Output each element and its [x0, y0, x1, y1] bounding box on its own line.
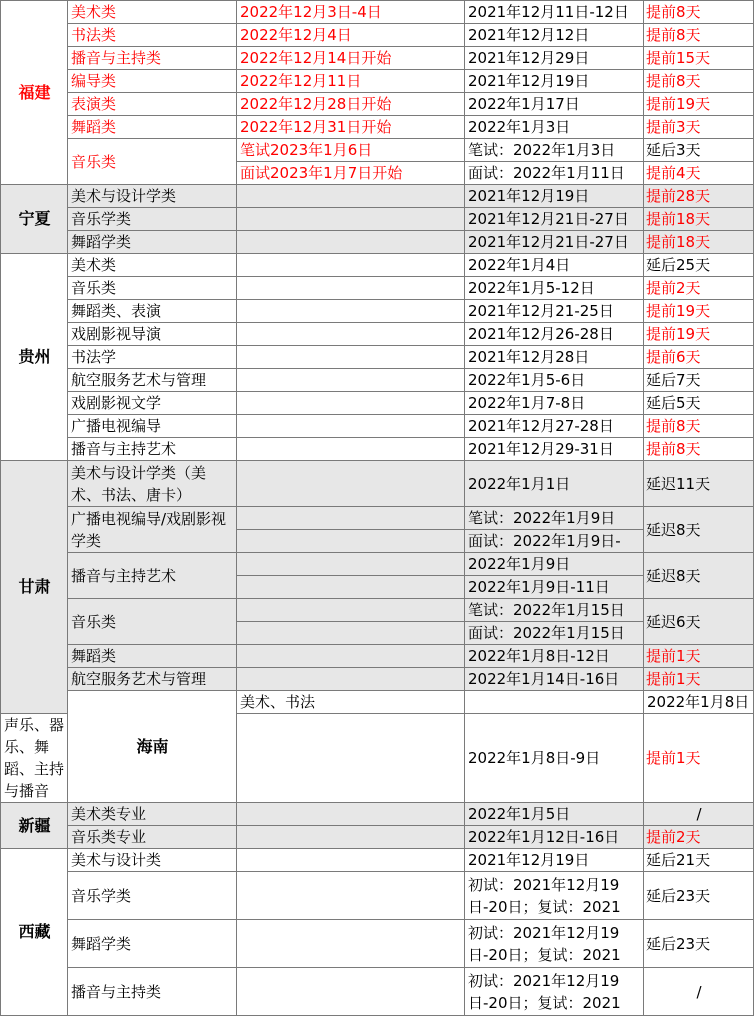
- date-2022-cell: 2021年12月29-31日: [465, 438, 644, 461]
- table-row: [1, 668, 754, 691]
- compare-cell: 提前1天: [644, 714, 754, 803]
- table-row: [1, 553, 754, 576]
- compare-cell: 延后5天: [644, 392, 754, 415]
- table-row: [1, 300, 754, 323]
- date-2023-cell: [237, 369, 465, 392]
- date-2022-cell: 笔试：2022年1月15日: [465, 599, 644, 622]
- date-2023-cell: [237, 668, 465, 691]
- compare-cell: 提前8天: [644, 415, 754, 438]
- table-row: [1, 849, 754, 872]
- date-2022-cell: 2022年1月9日-11日: [465, 576, 644, 599]
- compare-cell: 延后21天: [644, 849, 754, 872]
- date-2022-cell: 2022年1月1日: [465, 461, 644, 507]
- date-2023-cell: [237, 968, 465, 1016]
- date-2023-cell: [237, 415, 465, 438]
- date-2022-cell: 2021年12月19日: [465, 70, 644, 93]
- date-2023-cell: [237, 185, 465, 208]
- category-cell: 美术与设计类: [68, 849, 237, 872]
- date-2022-cell: 初试：2021年12月19日-20日；复试：2021: [465, 872, 644, 920]
- table-row: [1, 254, 754, 277]
- category-cell: 音乐学类: [68, 208, 237, 231]
- category-cell: 戏剧影视导演: [68, 323, 237, 346]
- table-row: [1, 323, 754, 346]
- date-2023-cell: [237, 507, 465, 530]
- date-2022-cell: 2022年1月8日-12日: [465, 645, 644, 668]
- table-row: [1, 185, 754, 208]
- table-row: [1, 1, 754, 24]
- table-row: [1, 231, 754, 254]
- date-2023-cell: [237, 208, 465, 231]
- compare-cell: 提前8天: [644, 1, 754, 24]
- date-2022-cell: 2021年12月27-28日: [465, 415, 644, 438]
- date-2022-cell: 2021年12月21日-27日: [465, 231, 644, 254]
- table-row: [1, 392, 754, 415]
- category-cell: 播音与主持类: [68, 968, 237, 1016]
- category-cell: 美术类: [68, 254, 237, 277]
- date-2023-cell: [237, 849, 465, 872]
- compare-cell: 提前8天: [644, 24, 754, 47]
- date-2023-cell: [237, 872, 465, 920]
- category-cell: 播音与主持艺术: [68, 438, 237, 461]
- table-row: [1, 507, 754, 530]
- category-cell: 广播电视编导: [68, 415, 237, 438]
- date-2023-cell: [237, 553, 465, 576]
- category-cell: 广播电视编导/戏剧影视学类: [68, 507, 237, 553]
- date-2022-cell: 2022年1月8日: [644, 691, 754, 714]
- date-2023-cell: [465, 691, 644, 714]
- province-cell: 宁夏: [1, 185, 68, 254]
- table-row: [1, 920, 754, 968]
- date-2022-cell: 2021年12月11日-12日: [465, 1, 644, 24]
- date-2022-cell: 2022年1月12日-16日: [465, 826, 644, 849]
- compare-cell: 延迟6天: [644, 599, 754, 645]
- table-row: [1, 415, 754, 438]
- category-cell: 书法学: [68, 346, 237, 369]
- date-2023-cell: [237, 277, 465, 300]
- compare-cell: 提前1天: [644, 645, 754, 668]
- date-2023-cell: [237, 254, 465, 277]
- compare-cell: 提前19天: [644, 323, 754, 346]
- date-2023-cell: [237, 622, 465, 645]
- category-cell: 美术类: [68, 1, 237, 24]
- date-2022-cell: 2022年1月7-8日: [465, 392, 644, 415]
- category-cell: 播音与主持艺术: [68, 553, 237, 599]
- table-row: [1, 599, 754, 622]
- date-2022-cell: 面试：2022年1月9日-: [465, 530, 644, 553]
- date-2022-cell: 2022年1月9日: [465, 553, 644, 576]
- category-cell: 舞蹈学类: [68, 920, 237, 968]
- province-cell: 贵州: [1, 254, 68, 461]
- date-2022-cell: 2022年1月3日: [465, 116, 644, 139]
- category-cell: 航空服务艺术与管理: [68, 668, 237, 691]
- province-cell: 福建: [1, 1, 68, 185]
- table-row: [1, 24, 754, 47]
- date-2022-cell: 2021年12月26-28日: [465, 323, 644, 346]
- date-2022-cell: 2022年1月17日: [465, 93, 644, 116]
- date-2022-cell: 2022年1月5-12日: [465, 277, 644, 300]
- date-2023-cell: 2022年12月4日: [237, 24, 465, 47]
- compare-cell: 提前4天: [644, 162, 754, 185]
- date-2023-cell: [237, 461, 465, 507]
- province-cell: 甘肃: [1, 461, 68, 714]
- date-2023-cell: 2022年12月11日: [237, 70, 465, 93]
- province-cell: 新疆: [1, 803, 68, 849]
- category-cell: 书法类: [68, 24, 237, 47]
- date-2023-cell: [237, 346, 465, 369]
- category-cell: 美术与设计学类: [68, 185, 237, 208]
- category-cell: 美术与设计学类（美术、书法、唐卡）: [68, 461, 237, 507]
- date-2022-cell: 面试：2022年1月15日: [465, 622, 644, 645]
- date-2023-cell: [237, 438, 465, 461]
- date-2022-cell: 笔试：2022年1月9日: [465, 507, 644, 530]
- date-2023-cell: 面试2023年1月7日开始: [237, 162, 465, 185]
- compare-cell: 提前19天: [644, 93, 754, 116]
- table-row: [1, 208, 754, 231]
- category-cell: 播音与主持类: [68, 47, 237, 70]
- date-2023-cell: [237, 530, 465, 553]
- date-2023-cell: [237, 392, 465, 415]
- compare-cell: 提前2天: [644, 277, 754, 300]
- compare-cell: 延后3天: [644, 139, 754, 162]
- category-cell: 音乐类: [68, 599, 237, 645]
- date-2023-cell: [237, 576, 465, 599]
- province-cell: 西藏: [1, 849, 68, 1016]
- category-cell: 戏剧影视文学: [68, 392, 237, 415]
- table-row: [1, 346, 754, 369]
- table-row: [1, 645, 754, 668]
- compare-cell: 提前3天: [644, 116, 754, 139]
- category-cell: 美术类专业: [68, 803, 237, 826]
- compare-cell: 延迟8天: [644, 507, 754, 553]
- date-2022-cell: 2022年1月14日-16日: [465, 668, 644, 691]
- date-2023-cell: [237, 803, 465, 826]
- date-2023-cell: 笔试2023年1月6日: [237, 139, 465, 162]
- table-row: [1, 369, 754, 392]
- compare-cell: 提前18天: [644, 231, 754, 254]
- category-cell: 声乐、器乐、舞蹈、主持与播音: [1, 714, 68, 803]
- date-2023-cell: [237, 323, 465, 346]
- table-row: [1, 277, 754, 300]
- table-row: [1, 826, 754, 849]
- date-2023-cell: [237, 826, 465, 849]
- category-cell: 舞蹈类: [68, 116, 237, 139]
- date-2023-cell: 2022年12月28日开始: [237, 93, 465, 116]
- table-row: [1, 47, 754, 70]
- date-2022-cell: 2022年1月8日-9日: [465, 714, 644, 803]
- table-row: [1, 461, 754, 507]
- date-2022-cell: 2021年12月21日-27日: [465, 208, 644, 231]
- province-cell: 海南: [68, 691, 237, 803]
- category-cell: 音乐类: [68, 139, 237, 185]
- date-2023-cell: 2022年12月14日开始: [237, 47, 465, 70]
- date-2022-cell: 2022年1月5-6日: [465, 369, 644, 392]
- date-2022-cell: 2021年12月28日: [465, 346, 644, 369]
- date-2022-cell: 笔试：2022年1月3日: [465, 139, 644, 162]
- compare-cell: 延后7天: [644, 369, 754, 392]
- table-row: [1, 93, 754, 116]
- date-2023-cell: 2022年12月3日-4日: [237, 1, 465, 24]
- compare-cell: 延迟8天: [644, 553, 754, 599]
- date-2023-cell: [237, 645, 465, 668]
- table-row: [1, 803, 754, 826]
- category-cell: 舞蹈类: [68, 645, 237, 668]
- date-2022-cell: 2021年12月12日: [465, 24, 644, 47]
- table-row: [1, 691, 754, 714]
- date-2022-cell: 2021年12月21-25日: [465, 300, 644, 323]
- category-cell: 航空服务艺术与管理: [68, 369, 237, 392]
- compare-cell: 提前19天: [644, 300, 754, 323]
- date-2023-cell: [237, 599, 465, 622]
- compare-cell: 提前8天: [644, 438, 754, 461]
- compare-cell: 提前8天: [644, 70, 754, 93]
- category-cell: 舞蹈学类: [68, 231, 237, 254]
- compare-cell: 提前6天: [644, 346, 754, 369]
- category-cell: 音乐类: [68, 277, 237, 300]
- compare-cell: 提前1天: [644, 668, 754, 691]
- table-row: [1, 872, 754, 920]
- date-2022-cell: 2021年12月19日: [465, 849, 644, 872]
- compare-cell: /: [644, 803, 754, 826]
- compare-cell: 延迟11天: [644, 461, 754, 507]
- date-2023-cell: [237, 231, 465, 254]
- date-2022-cell: 初试：2021年12月19日-20日；复试：2021: [465, 920, 644, 968]
- date-2022-cell: 初试：2021年12月19日-20日；复试：2021: [465, 968, 644, 1016]
- date-2023-cell: [237, 714, 465, 803]
- compare-cell: 延后25天: [644, 254, 754, 277]
- table-row: [1, 70, 754, 93]
- compare-cell: 提前15天: [644, 47, 754, 70]
- compare-cell: /: [644, 968, 754, 1016]
- date-2022-cell: 面试：2022年1月11日: [465, 162, 644, 185]
- category-cell: 表演类: [68, 93, 237, 116]
- date-2023-cell: 2022年12月31日开始: [237, 116, 465, 139]
- compare-cell: 提前18天: [644, 208, 754, 231]
- date-2022-cell: 2022年1月4日: [465, 254, 644, 277]
- date-2022-cell: 2021年12月29日: [465, 47, 644, 70]
- table-row: [1, 438, 754, 461]
- date-2022-cell: 2021年12月19日: [465, 185, 644, 208]
- category-cell: 音乐类专业: [68, 826, 237, 849]
- category-cell: 编导类: [68, 70, 237, 93]
- compare-cell: 提前28天: [644, 185, 754, 208]
- table-row: [1, 116, 754, 139]
- date-2023-cell: [237, 300, 465, 323]
- table-row: [1, 968, 754, 1016]
- date-2023-cell: [237, 920, 465, 968]
- category-cell: 美术、书法: [237, 691, 465, 714]
- compare-cell: 延后23天: [644, 872, 754, 920]
- table-row: [1, 139, 754, 162]
- compare-cell: 提前2天: [644, 826, 754, 849]
- date-2022-cell: 2022年1月5日: [465, 803, 644, 826]
- category-cell: 舞蹈类、表演: [68, 300, 237, 323]
- compare-cell: 延后23天: [644, 920, 754, 968]
- category-cell: 音乐学类: [68, 872, 237, 920]
